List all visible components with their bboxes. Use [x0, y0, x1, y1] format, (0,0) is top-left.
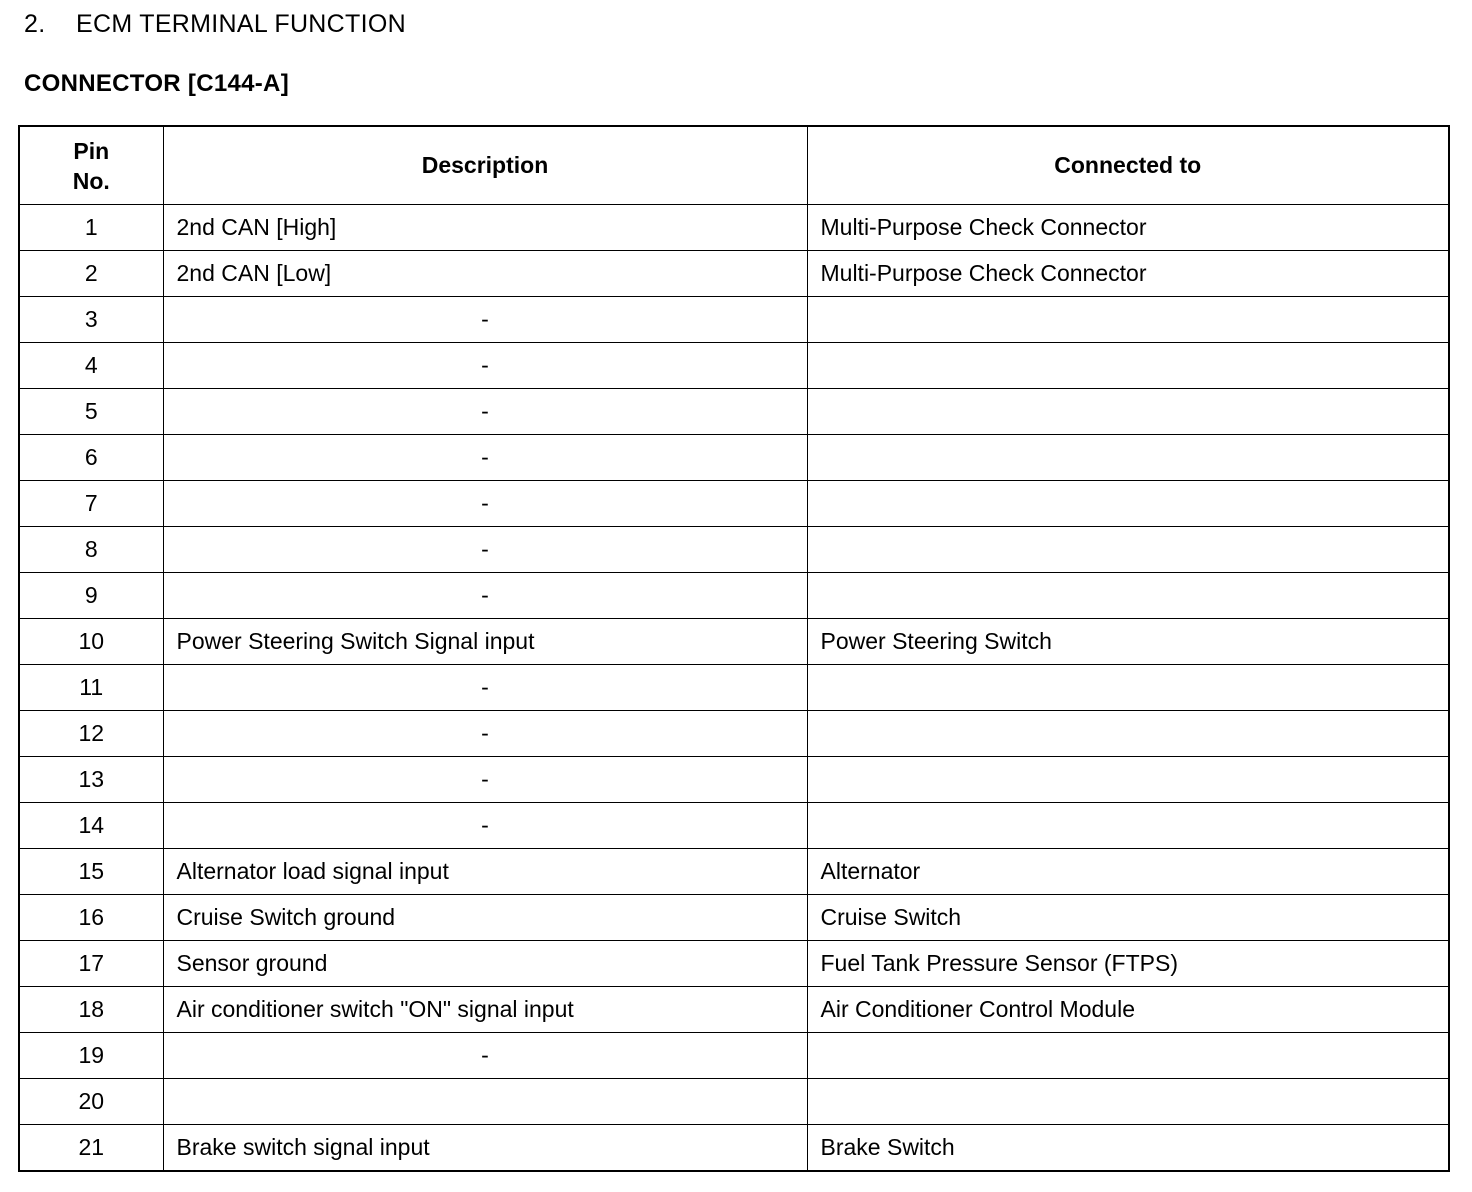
- pin-number-cell: 11: [19, 665, 163, 711]
- table-row: [19, 849, 1449, 895]
- description-cell: [163, 1079, 807, 1125]
- pin-number-cell: 2: [19, 251, 163, 297]
- pin-no-header: [19, 126, 163, 205]
- pin-number-cell: 12: [19, 711, 163, 757]
- pin-number-cell: 1: [19, 205, 163, 251]
- connected-to-cell: [807, 665, 1449, 711]
- pin-header-line2: No.: [72, 167, 110, 194]
- connected-to-cell: [807, 757, 1449, 803]
- pin-number-cell: 15: [19, 849, 163, 895]
- pin-number-cell: 21: [19, 1125, 163, 1172]
- pin-number-cell: 7: [19, 481, 163, 527]
- connected-to-cell: [807, 389, 1449, 435]
- connected-to-cell: Brake Switch: [807, 1125, 1449, 1172]
- table-row: [19, 1033, 1449, 1079]
- description-header: Description: [163, 126, 807, 205]
- pin-number-cell: 20: [19, 1079, 163, 1125]
- pin-number-cell: 16: [19, 895, 163, 941]
- description-cell: 2nd CAN [Low]: [163, 251, 807, 297]
- pin-number-cell: 14: [19, 803, 163, 849]
- table-row: [19, 205, 1449, 251]
- description-cell: -: [163, 481, 807, 527]
- connected-to-cell: [807, 297, 1449, 343]
- pin-number-cell: 5: [19, 389, 163, 435]
- connected-to-cell: [807, 711, 1449, 757]
- pin-number-cell: 18: [19, 987, 163, 1033]
- table-row: [19, 987, 1449, 1033]
- connected-to-cell: [807, 481, 1449, 527]
- connected-to-cell: [807, 803, 1449, 849]
- description-cell: Brake switch signal input: [163, 1125, 807, 1172]
- table-row: [19, 251, 1449, 297]
- table-row: [19, 435, 1449, 481]
- description-cell: -: [163, 803, 807, 849]
- table-body: [19, 205, 1449, 1172]
- table-row: [19, 481, 1449, 527]
- description-cell: Power Steering Switch Signal input: [163, 619, 807, 665]
- pin-number-cell: 17: [19, 941, 163, 987]
- table-row: [19, 941, 1449, 987]
- description-cell: 2nd CAN [High]: [163, 205, 807, 251]
- table-row: [19, 389, 1449, 435]
- table-row: [19, 803, 1449, 849]
- description-cell: Alternator load signal input: [163, 849, 807, 895]
- connected-to-cell: [807, 435, 1449, 481]
- connected-to-cell: [807, 573, 1449, 619]
- connected-to-cell: Fuel Tank Pressure Sensor (FTPS): [807, 941, 1449, 987]
- table-row: [19, 665, 1449, 711]
- description-cell: -: [163, 527, 807, 573]
- table-row: [19, 1125, 1449, 1172]
- description-cell: -: [163, 757, 807, 803]
- pin-number-cell: 10: [19, 619, 163, 665]
- connected-to-cell: [807, 343, 1449, 389]
- table-row: [19, 297, 1449, 343]
- table-row: [19, 573, 1449, 619]
- connected-to-cell: Cruise Switch: [807, 895, 1449, 941]
- description-cell: Cruise Switch ground: [163, 895, 807, 941]
- description-cell: -: [163, 297, 807, 343]
- description-cell: -: [163, 343, 807, 389]
- table-row: [19, 527, 1449, 573]
- connected-to-header: Connected to: [807, 126, 1449, 205]
- connected-to-cell: Power Steering Switch: [807, 619, 1449, 665]
- table-row: [19, 619, 1449, 665]
- table-row: [19, 1079, 1449, 1125]
- connected-to-cell: Air Conditioner Control Module: [807, 987, 1449, 1033]
- section-number: 2.: [24, 10, 46, 38]
- pin-number-cell: 3: [19, 297, 163, 343]
- section-title: ECM TERMINAL FUNCTION: [76, 10, 406, 38]
- terminal-function-table: [18, 125, 1450, 1172]
- pin-header-line1: Pin: [73, 137, 110, 164]
- description-cell: -: [163, 711, 807, 757]
- connected-to-cell: Multi-Purpose Check Connector: [807, 251, 1449, 297]
- connected-to-cell: [807, 527, 1449, 573]
- pin-number-cell: 19: [19, 1033, 163, 1079]
- pin-number-cell: 6: [19, 435, 163, 481]
- pin-number-cell: 9: [19, 573, 163, 619]
- pin-number-cell: 8: [19, 527, 163, 573]
- table-row: [19, 343, 1449, 389]
- connector-title: CONNECTOR [C144-A]: [24, 70, 289, 97]
- description-cell: -: [163, 665, 807, 711]
- table-row: [19, 757, 1449, 803]
- connected-to-cell: Multi-Purpose Check Connector: [807, 205, 1449, 251]
- pin-number-cell: 4: [19, 343, 163, 389]
- connected-to-cell: [807, 1033, 1449, 1079]
- description-cell: Air conditioner switch "ON" signal input: [163, 987, 807, 1033]
- description-cell: Sensor ground: [163, 941, 807, 987]
- description-cell: -: [163, 573, 807, 619]
- description-cell: -: [163, 435, 807, 481]
- section-heading: [24, 10, 406, 39]
- description-cell: -: [163, 389, 807, 435]
- description-cell: -: [163, 1033, 807, 1079]
- table-row: [19, 711, 1449, 757]
- connected-to-cell: [807, 1079, 1449, 1125]
- pin-number-cell: 13: [19, 757, 163, 803]
- connected-to-cell: Alternator: [807, 849, 1449, 895]
- table-row: [19, 895, 1449, 941]
- table-header-row: [19, 126, 1449, 205]
